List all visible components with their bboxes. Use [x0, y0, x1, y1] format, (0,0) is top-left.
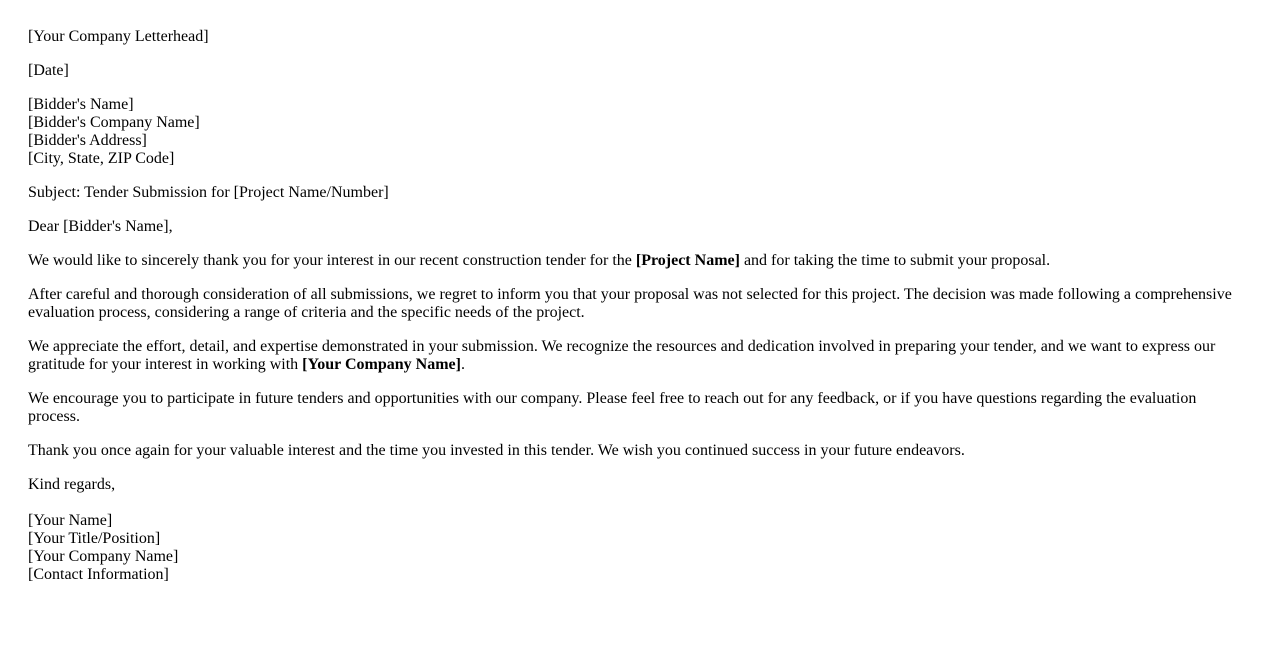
paragraph-appreciation [28, 338, 1250, 374]
paragraph-thanks [28, 252, 1250, 270]
paragraph-encouragement: We encourage you to participate in future tenders and opportunities with our company. Please feel free to reach out for any feedback, or if you have questions regarding the evaluation process. [28, 390, 1197, 425]
letter-body [28, 28, 1250, 600]
recipient-city-state-zip: [City, State, ZIP Code] [28, 150, 175, 167]
signature-block [28, 512, 1250, 584]
paragraph-closing-thanks: Thank you once again for your valuable interest and the time you invested in this tender. We wish you continued success in your future endeavors. [28, 442, 965, 459]
paragraph-appreciation-text-end: . [460, 356, 465, 373]
paragraph-decision: After careful and thorough consideration of all submissions, we regret to inform you that your proposal was not selected for this project. The decision was made following a comprehensive evaluation process, considering a range of criteria and the specific needs of the project. [28, 286, 1232, 321]
company-name-placeholder: [Your Company Name] [302, 356, 461, 373]
signature-title: [Your Title/Position] [28, 530, 161, 547]
letter-date: [Date] [28, 62, 69, 79]
recipient-address-block [28, 96, 1250, 168]
subject-line: Subject: Tender Submission for [Project Name/Number] [28, 184, 389, 201]
closing: Kind regards, [28, 476, 116, 493]
recipient-company: [Bidder's Company Name] [28, 114, 200, 131]
paragraph-thanks-text-start: We would like to sincerely thank you for your interest in our recent construction tender for the [28, 252, 636, 269]
project-name-placeholder: [Project Name] [635, 252, 740, 269]
signature-contact: [Contact Information] [28, 566, 169, 583]
recipient-address: [Bidder's Address] [28, 132, 147, 149]
paragraph-thanks-text-end: and for taking the time to submit your proposal. [739, 252, 1051, 269]
recipient-name: [Bidder's Name] [28, 96, 134, 113]
signature-company: [Your Company Name] [28, 548, 179, 565]
paragraph-appreciation-text-start: We appreciate the effort, detail, and expertise demonstrated in your submission. We recognize the resources and dedication involved in preparing your tender, and we want to express our gratitude for your interest in working with [28, 338, 1216, 373]
signature-name: [Your Name] [28, 512, 113, 529]
salutation: Dear [Bidder's Name], [28, 218, 173, 235]
letterhead: [Your Company Letterhead] [28, 28, 209, 45]
